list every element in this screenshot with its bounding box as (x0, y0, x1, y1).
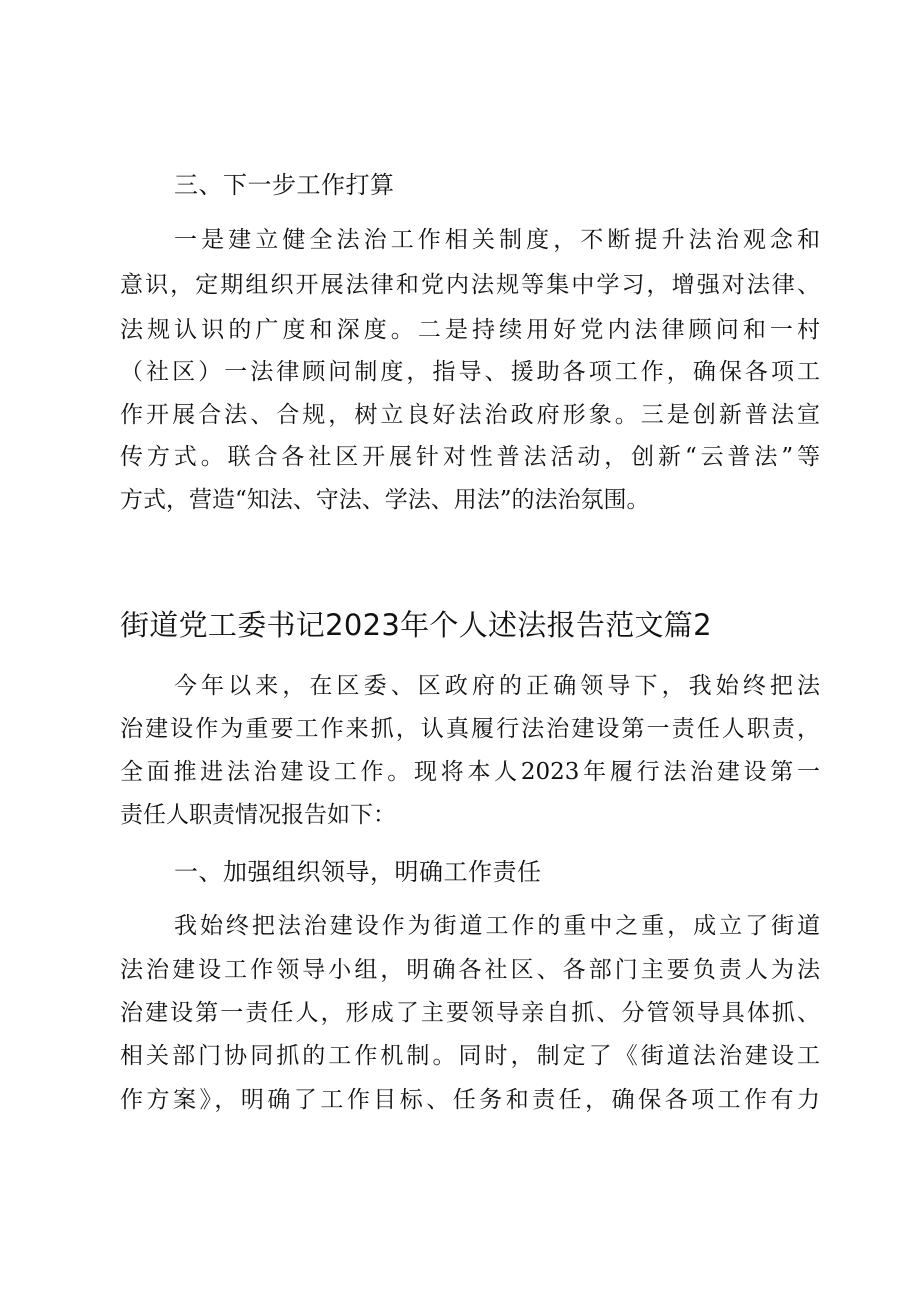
paragraph-line: 一是建立健全法治工作相关制度，不断提升法治观念和 (174, 227, 820, 253)
paragraph-line: 法规认识的广度和深度。二是持续用好党内法律顾问和一村 (120, 317, 820, 343)
paragraph-line: 今年以来，在区委、区政府的正确领导下，我始终把法 (174, 673, 820, 699)
paragraph-line: 我始终把法治建设作为街道工作的重中之重，成立了街道 (174, 913, 820, 939)
section-three-heading: 三、下一步工作打算 (174, 171, 395, 199)
section-one-heading: 一、加强组织领导，明确工作责任 (174, 858, 542, 886)
paragraph-line: 传方式。联合各社区开展针对性普法活动，创新“云普法”等 (120, 444, 820, 470)
paragraph-line: 责任人职责情况报告如下： (120, 802, 396, 828)
paragraph-line: 意识，定期组织开展法律和党内法规等集中学习，增强对法律、 (120, 272, 820, 298)
paragraph-line: 治建设第一责任人，形成了主要领导亲自抓、分管领导具体抓、 (120, 1000, 820, 1026)
paragraph-line: 治建设作为重要工作来抓，认真履行法治建设第一责任人职责， (120, 716, 820, 742)
paragraph-line: 作方案》，明确了工作目标、任务和责任，确保各项工作有力 (120, 1087, 820, 1113)
paragraph-line: 全面推进法治建设工作。现将本人2023年履行法治建设第一 (120, 759, 820, 785)
paragraph-line: 相关部门协同抓的工作机制。同时，制定了《街道法治建设工 (120, 1043, 820, 1069)
paragraph-line: （社区）一法律顾问制度，指导、援助各项工作，确保各项工 (120, 359, 820, 385)
article-title: 街道党工委书记2023年个人述法报告范文篇2 (120, 608, 712, 642)
paragraph-line: 作开展合法、合规，树立良好法治政府形象。三是创新普法宣 (120, 402, 820, 428)
paragraph-line: 法治建设工作领导小组，明确各社区、各部门主要负责人为法 (120, 957, 820, 983)
paragraph-line: 方式，营造“知法、守法、学法、用法”的法治氛围。 (120, 487, 650, 513)
